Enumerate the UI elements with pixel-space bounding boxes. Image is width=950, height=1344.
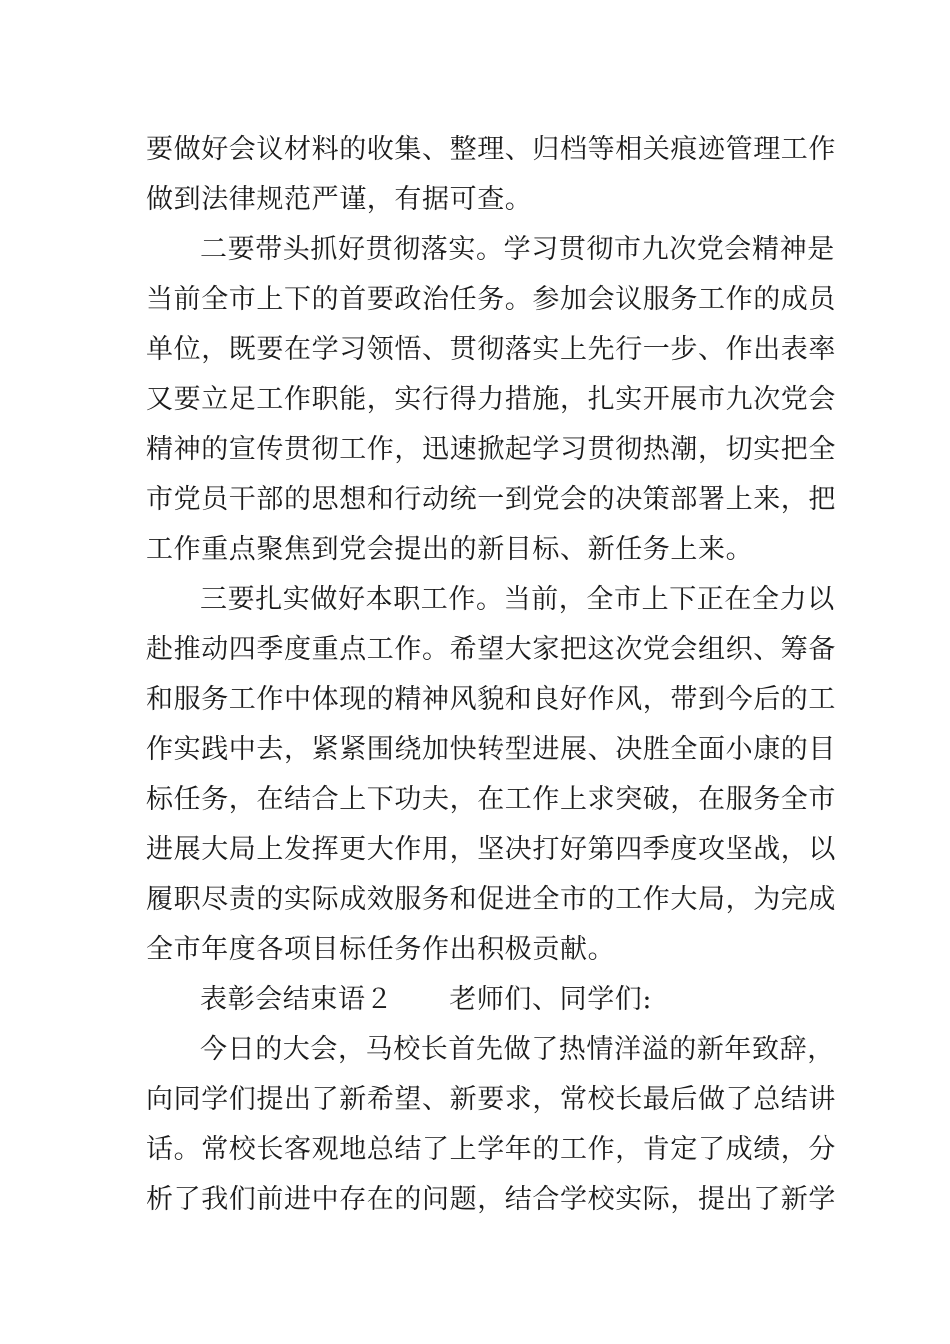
text-line: 履职尽责的实际成效服务和促进全市的工作大局，为完成 [146,884,836,915]
section-title: 表彰会结束语２ [200,984,394,1015]
section-heading-line [200,980,870,1020]
text-line: 又要立足工作职能，实行得力措施，扎实开展市九次党会 [146,384,836,415]
text-line: 赴推动四季度重点工作。希望大家把这次党会组织、筹备 [146,634,836,665]
text-line: 全市年度各项目标任务作出积极贡献。 [146,934,616,965]
text-line: 进展大局上发挥更大作用，坚决打好第四季度攻坚战，以 [146,834,836,865]
text-line: 标任务，在结合上下功夫，在工作上求突破，在服务全市 [146,784,836,815]
text-line: 作实践中去，紧紧围绕加快转型进展、决胜全面小康的目 [146,734,836,765]
text-line: 市党员干部的思想和行动统一到党会的决策部署上来，把 [146,484,836,515]
text-line: 向同学们提出了新希望、新要求，常校长最后做了总结讲 [146,1084,836,1115]
salutation: 老师们、同学们: [449,984,653,1015]
text-line: 要做好会议材料的收集、整理、归档等相关痕迹管理工作 [146,134,836,165]
paragraph-start-line: 今日的大会，马校长首先做了热情洋溢的新年致辞， [200,1034,835,1065]
text-line: 单位，既要在学习领悟、贯彻落实上先行一步、作出表率 [146,334,836,365]
paragraph-start-line: 三要扎实做好本职工作。当前，全市上下正在全力以 [200,584,835,615]
paragraph-start-line: 二要带头抓好贯彻落实。学习贯彻市九次党会精神是 [200,234,835,265]
text-line: 精神的宣传贯彻工作，迅速掀起学习贯彻热潮，切实把全 [146,434,836,465]
text-line: 当前全市上下的首要政治任务。参加会议服务工作的成员 [146,284,836,315]
text-line: 做到法律规范严谨，有据可查。 [146,184,533,215]
text-line: 析了我们前进中存在的问题，结合学校实际，提出了新学 [146,1184,836,1215]
text-line: 工作重点聚焦到党会提出的新目标、新任务上来。 [146,534,754,565]
text-line: 和服务工作中体现的精神风貌和良好作风，带到今后的工 [146,684,836,715]
text-line: 话。常校长客观地总结了上学年的工作，肯定了成绩，分 [146,1134,836,1165]
